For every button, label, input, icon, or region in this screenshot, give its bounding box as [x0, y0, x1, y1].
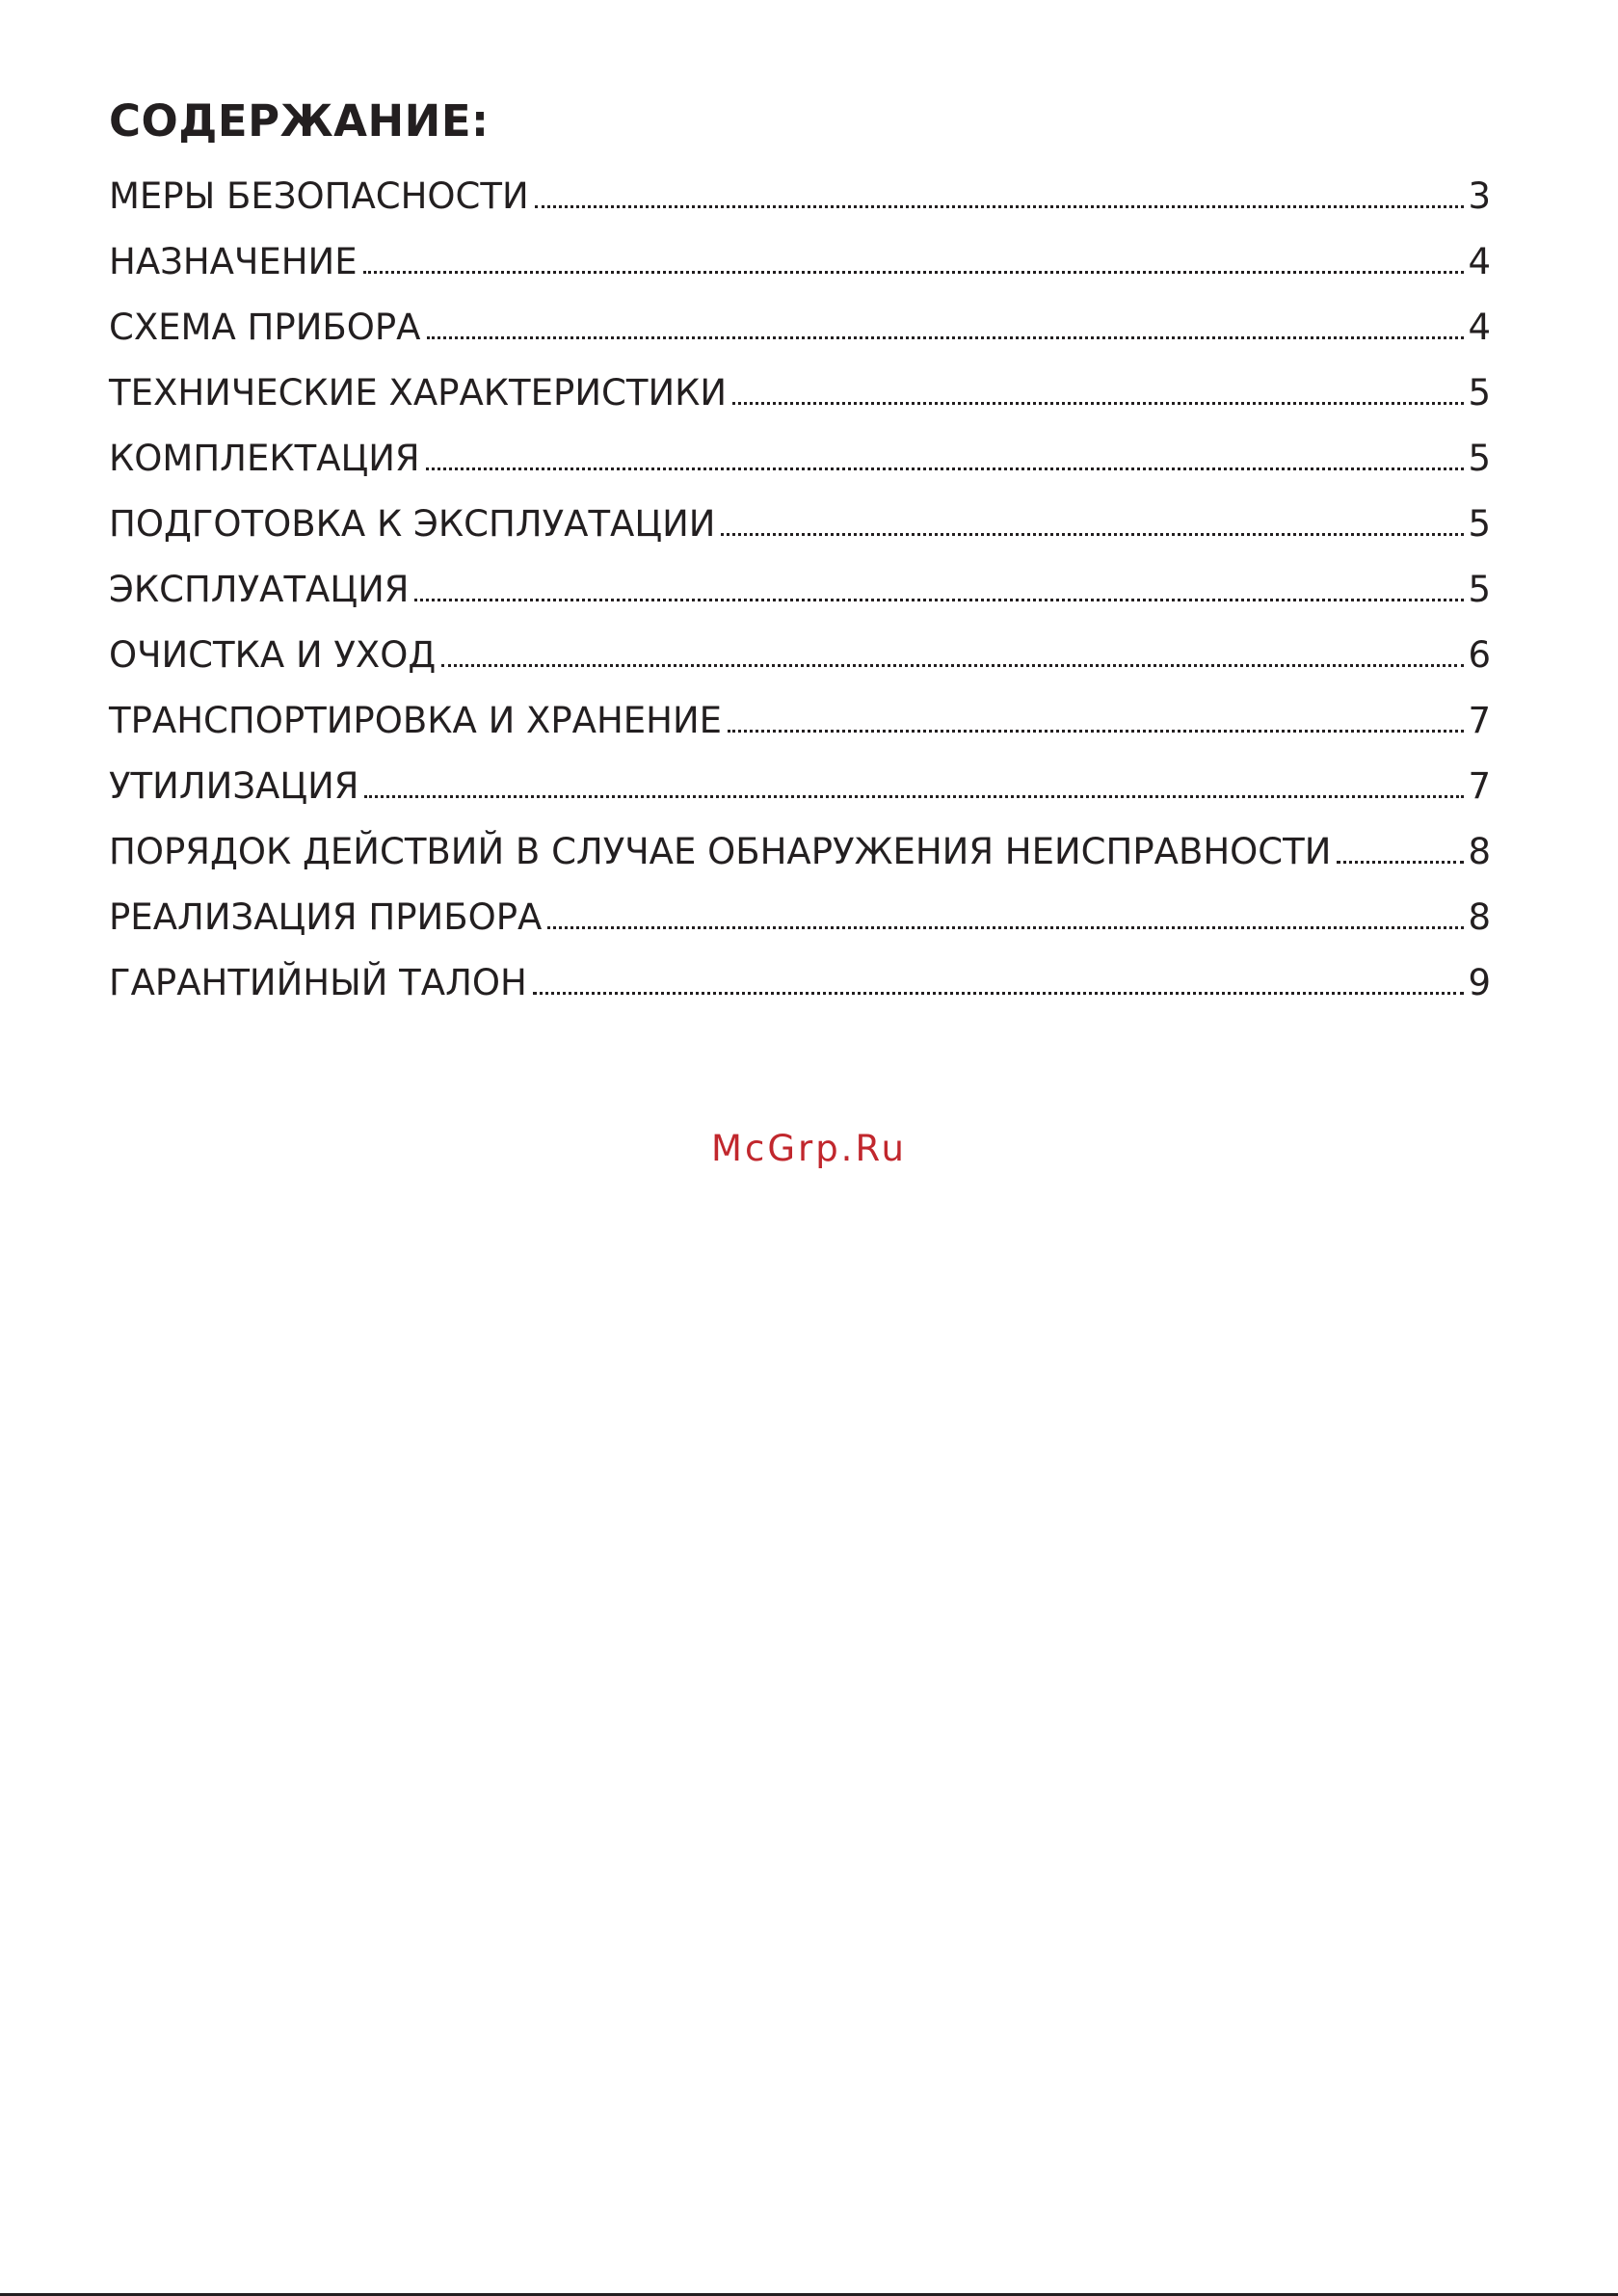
toc-dot-leader: [728, 730, 1464, 733]
toc-item-label: ПОРЯДОК ДЕЙСТВИЙ В СЛУЧАЕ ОБНАРУЖЕНИЯ НЕИСПРАВНОСТИ: [109, 831, 1332, 872]
toc-dot-leader: [363, 271, 1465, 274]
toc-dot-leader: [441, 664, 1464, 667]
toc-item[interactable]: [109, 432, 1491, 497]
toc-dot-leader: [427, 336, 1465, 339]
toc-dot-leader: [414, 599, 1464, 601]
toc-item-page: 8: [1468, 896, 1491, 938]
toc-item[interactable]: [109, 235, 1491, 301]
toc-item[interactable]: [109, 628, 1491, 694]
toc-item-label: ОЧИСТКА И УХОД: [109, 634, 437, 676]
toc-item[interactable]: [109, 563, 1491, 628]
toc-dot-leader: [732, 402, 1464, 405]
toc-item-page: 9: [1468, 962, 1491, 1003]
watermark-link[interactable]: McGrp.Ru: [711, 1128, 907, 1169]
toc-item[interactable]: [109, 694, 1491, 760]
toc-dot-leader: [547, 926, 1464, 929]
toc-item-label: ПОДГОТОВКА К ЭКСПЛУАТАЦИИ: [109, 503, 716, 545]
toc-item-page: 7: [1468, 700, 1491, 741]
toc-item-label: КОМПЛЕКТАЦИЯ: [109, 438, 420, 479]
toc-item-page: 8: [1468, 831, 1491, 872]
toc-item[interactable]: [109, 497, 1491, 563]
toc-item[interactable]: [109, 760, 1491, 825]
toc-dot-leader: [364, 795, 1464, 798]
toc-item[interactable]: [109, 366, 1491, 432]
toc-item[interactable]: [109, 170, 1491, 235]
toc-item-page: 5: [1468, 503, 1491, 545]
toc-item-label: ЭКСПЛУАТАЦИЯ: [109, 569, 410, 610]
toc-item-page: 5: [1468, 569, 1491, 610]
toc-item-label: РЕАЛИЗАЦИЯ ПРИБОРА: [109, 896, 543, 938]
toc-item-page: 5: [1468, 372, 1491, 414]
toc-item[interactable]: [109, 825, 1491, 891]
toc-item-label: НАЗНАЧЕНИЕ: [109, 241, 358, 282]
toc-item-label: УТИЛИЗАЦИЯ: [109, 765, 359, 807]
toc-dot-leader: [1337, 861, 1464, 864]
toc-item-label: ТРАНСПОРТИРОВКА И ХРАНЕНИЕ: [109, 700, 723, 741]
toc-item-page: 4: [1468, 307, 1491, 348]
toc-item[interactable]: [109, 301, 1491, 366]
toc-item-page: 5: [1468, 438, 1491, 479]
toc-dot-leader: [721, 533, 1464, 536]
toc-title: СОДЕРЖАНИЕ:: [109, 95, 490, 147]
toc-item-label: СХЕМА ПРИБОРА: [109, 307, 421, 348]
toc-item-label: МЕРЫ БЕЗОПАСНОСТИ: [109, 175, 529, 217]
toc-item-label: ТЕХНИЧЕСКИЕ ХАРАКТЕРИСТИКИ: [109, 372, 728, 414]
toc-item-label: ГАРАНТИЙНЫЙ ТАЛОН: [109, 962, 527, 1003]
toc-dot-leader: [533, 992, 1465, 995]
toc-list: [109, 170, 1491, 1022]
toc-item-page: 4: [1468, 241, 1491, 282]
toc-item[interactable]: [109, 891, 1491, 956]
toc-dot-leader: [426, 467, 1465, 470]
toc-dot-leader: [535, 205, 1465, 208]
toc-item-page: 6: [1468, 634, 1491, 676]
toc-item[interactable]: [109, 956, 1491, 1022]
toc-item-page: 7: [1468, 765, 1491, 807]
toc-item-page: 3: [1468, 175, 1491, 217]
